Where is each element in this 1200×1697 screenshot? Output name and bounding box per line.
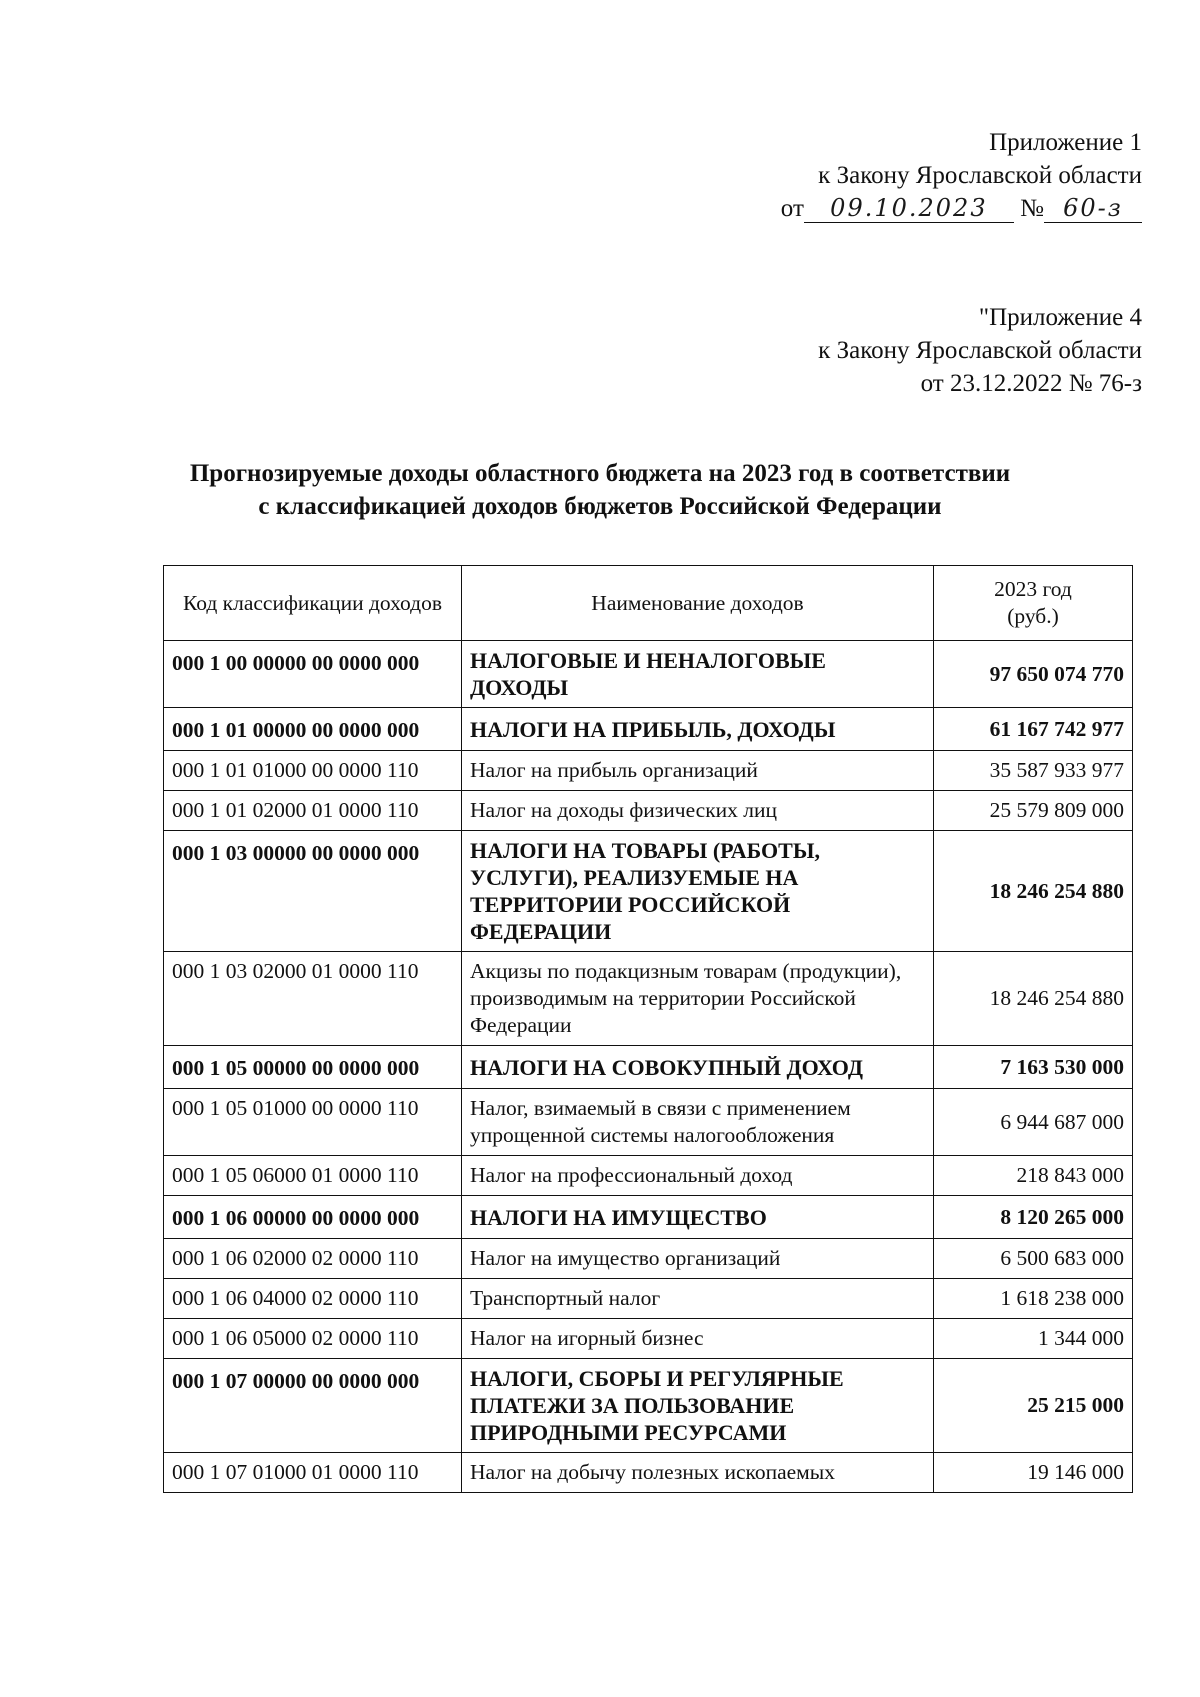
table-row — [164, 952, 1133, 1046]
appendix-4-block — [818, 301, 1142, 400]
row-code: 000 1 06 04000 02 0000 110 — [164, 1279, 462, 1319]
table-row — [164, 1196, 1133, 1239]
row-amount: 6 500 683 000 — [934, 1239, 1133, 1279]
row-amount: 218 843 000 — [934, 1156, 1133, 1196]
document-title-line-2: с классификацией доходов бюджетов Российской Федерации — [258, 493, 942, 520]
row-name: Транспортный налог — [462, 1279, 934, 1319]
row-amount: 35 587 933 977 — [934, 751, 1133, 791]
row-name: НАЛОГИ, СБОРЫ И РЕГУЛЯРНЫЕ ПЛАТЕЖИ ЗА ПОЛЬЗОВАНИЕ ПРИРОДНЫМИ РЕСУРСАМИ — [462, 1359, 934, 1453]
table-row — [164, 1156, 1133, 1196]
row-amount: 6 944 687 000 — [934, 1089, 1133, 1156]
header-unit-label: (руб.) — [1007, 604, 1059, 628]
row-amount: 1 618 238 000 — [934, 1279, 1133, 1319]
row-name: НАЛОГИ НА ПРИБЫЛЬ, ДОХОДЫ — [462, 708, 934, 751]
row-amount: 97 650 074 770 — [934, 641, 1133, 708]
row-amount: 61 167 742 977 — [934, 708, 1133, 751]
row-amount: 25 215 000 — [934, 1359, 1133, 1453]
row-name: Налог на прибыль организаций — [462, 751, 934, 791]
header-code: Код классификации доходов — [164, 566, 462, 641]
row-amount: 25 579 809 000 — [934, 791, 1133, 831]
table-row — [164, 1319, 1133, 1359]
row-code: 000 1 01 01000 00 0000 110 — [164, 751, 462, 791]
appendix-4-date-number: от 23.12.2022 № 76-з — [920, 370, 1142, 397]
row-code: 000 1 01 02000 01 0000 110 — [164, 791, 462, 831]
row-name: Налог на имущество организаций — [462, 1239, 934, 1279]
row-name: НАЛОГИ НА ТОВАРЫ (РАБОТЫ, УСЛУГИ), РЕАЛИЗУЕМЫЕ НА ТЕРРИТОРИИ РОССИЙСКОЙ ФЕДЕРАЦИИ — [462, 831, 934, 952]
row-code: 000 1 06 00000 00 0000 000 — [164, 1196, 462, 1239]
table-row — [164, 791, 1133, 831]
row-code: 000 1 01 00000 00 0000 000 — [164, 708, 462, 751]
row-code: 000 1 07 01000 01 0000 110 — [164, 1453, 462, 1493]
table-row — [164, 1279, 1133, 1319]
table-row — [164, 1239, 1133, 1279]
appendix-1-date-line — [781, 192, 1142, 225]
document-title — [0, 457, 1200, 523]
header-name: Наименование доходов — [462, 566, 934, 641]
number-prefix: № — [1020, 195, 1044, 222]
table-row — [164, 708, 1133, 751]
table-row — [164, 1453, 1133, 1493]
table-body — [164, 641, 1133, 1493]
row-code: 000 1 03 00000 00 0000 000 — [164, 831, 462, 952]
row-code: 000 1 03 02000 01 0000 110 — [164, 952, 462, 1046]
appendix-1-title: Приложение 1 — [989, 129, 1142, 156]
row-name: НАЛОГИ НА СОВОКУПНЫЙ ДОХОД — [462, 1046, 934, 1089]
row-code: 000 1 05 01000 00 0000 110 — [164, 1089, 462, 1156]
row-name: Налог на доходы физических лиц — [462, 791, 934, 831]
table-row — [164, 751, 1133, 791]
table-row — [164, 1359, 1133, 1453]
appendix-4-title: "Приложение 4 — [978, 304, 1142, 331]
date-prefix: от — [780, 195, 804, 222]
row-amount: 19 146 000 — [934, 1453, 1133, 1493]
row-name: Акцизы по подакцизным товарам (продукции), производимым на территории Российской Федерации — [462, 952, 934, 1046]
row-amount: 18 246 254 880 — [934, 952, 1133, 1046]
appendix-1-law-reference: к Закону Ярославской области — [818, 162, 1142, 189]
table-header-row — [164, 566, 1133, 641]
row-code: 000 1 06 05000 02 0000 110 — [164, 1319, 462, 1359]
document-title-line-1: Прогнозируемые доходы областного бюджета на 2023 год в соответствии — [189, 460, 1011, 487]
table-row — [164, 1089, 1133, 1156]
header-year — [934, 566, 1133, 641]
table-row — [164, 831, 1133, 952]
row-amount: 8 120 265 000 — [934, 1196, 1133, 1239]
revenue-table — [163, 565, 1133, 1493]
row-amount: 18 246 254 880 — [934, 831, 1133, 952]
appendix-1-block — [781, 126, 1142, 225]
handwritten-number: 60-з — [1063, 194, 1123, 222]
appendix-4-law-reference: к Закону Ярославской области — [818, 337, 1142, 364]
row-name: Налог, взимаемый в связи с применением упрощенной системы налогообложения — [462, 1089, 934, 1156]
table-row — [164, 1046, 1133, 1089]
row-name: Налог на добычу полезных ископаемых — [462, 1453, 934, 1493]
row-code: 000 1 07 00000 00 0000 000 — [164, 1359, 462, 1453]
row-name: Налог на профессиональный доход — [462, 1156, 934, 1196]
row-code: 000 1 06 02000 02 0000 110 — [164, 1239, 462, 1279]
row-code: 000 1 00 00000 00 0000 000 — [164, 641, 462, 708]
row-code: 000 1 05 00000 00 0000 000 — [164, 1046, 462, 1089]
row-code: 000 1 05 06000 01 0000 110 — [164, 1156, 462, 1196]
handwritten-date: 09.10.2023 — [830, 194, 988, 222]
header-year-label: 2023 год — [994, 577, 1072, 601]
row-amount: 1 344 000 — [934, 1319, 1133, 1359]
handwritten-date-field — [804, 192, 1014, 223]
row-name: Налог на игорный бизнес — [462, 1319, 934, 1359]
table-row — [164, 641, 1133, 708]
handwritten-number-field — [1044, 192, 1142, 223]
row-amount: 7 163 530 000 — [934, 1046, 1133, 1089]
row-name: НАЛОГОВЫЕ И НЕНАЛОГОВЫЕ ДОХОДЫ — [462, 641, 934, 708]
row-name: НАЛОГИ НА ИМУЩЕСТВО — [462, 1196, 934, 1239]
